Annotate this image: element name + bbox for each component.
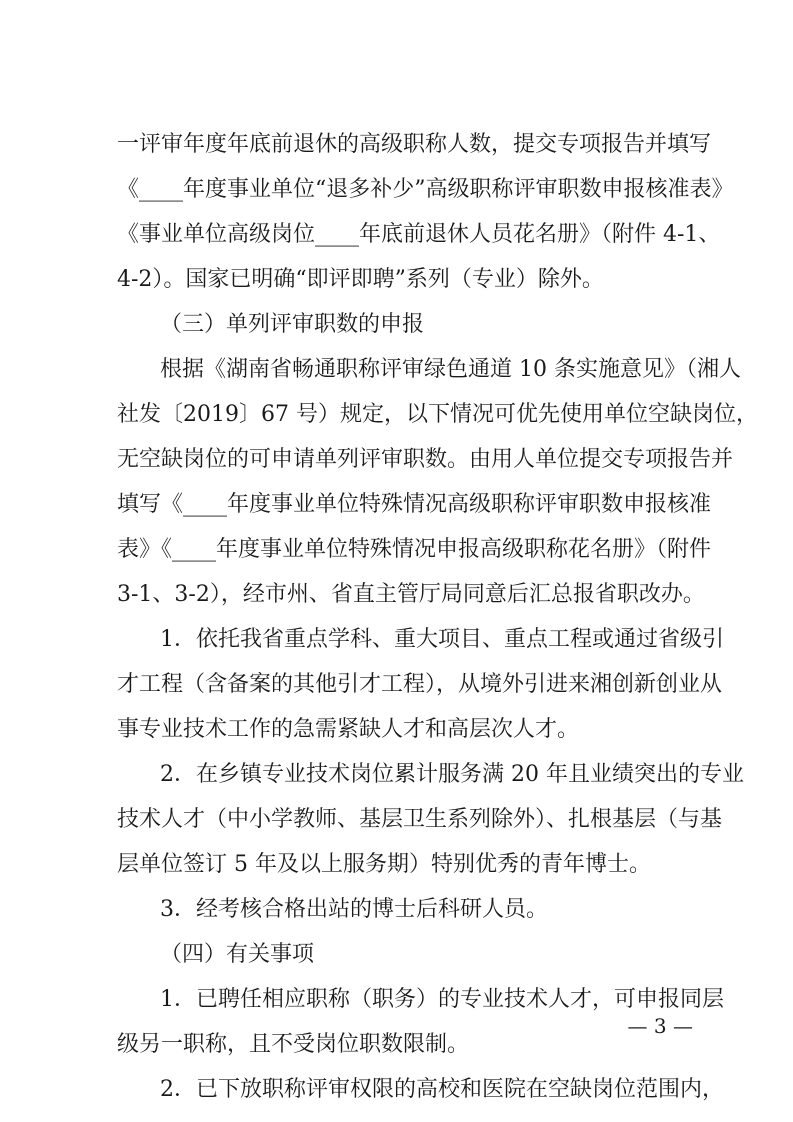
section-heading: （三）单列评审职数的申报 xyxy=(160,312,425,337)
list-item-line: 1．依托我省重点学科、重大项目、重点工程或通过省级引 xyxy=(160,627,724,652)
body-text-line: 《事业单位高级岗位____年底前退休人员花名册》（附件 4-1、 xyxy=(117,222,721,247)
list-item-line: 事专业技术工作的急需紧缺人才和高层次人才。 xyxy=(117,717,580,742)
list-item-line: 才工程（含备案的其他引才工程），从境外引进来湘创新创业从 xyxy=(117,672,723,697)
list-item-line: 2．已下放职称评审权限的高校和医院在空缺岗位范围内， xyxy=(160,1077,724,1102)
list-item-line: 3．经考核合格出站的博士后科研人员。 xyxy=(160,897,548,922)
list-item-line: 层单位签订 5 年及以上服务期）特别优秀的青年博士。 xyxy=(117,852,651,877)
list-item-line: 2．在乡镇专业技术岗位累计服务满 20 年且业绩突出的专业 xyxy=(160,762,744,787)
page-number: — 3 — xyxy=(627,1014,693,1038)
body-text-line: 《____年度事业单位“退多补少”高级职称评审职数申报核准表》 xyxy=(117,177,734,202)
list-item-line: 技术人才（中小学教师、基层卫生系列除外）、扎根基层（与基 xyxy=(117,807,723,832)
list-item-line: 1．已聘任相应职称（职务）的专业技术人才，可申报同层 xyxy=(160,987,724,1012)
body-text-line: 3-1、3-2），经市州、省直主管厅局同意后汇总报省职改办。 xyxy=(117,582,705,607)
body-text-line: 社发〔2019〕67 号）规定，以下情况可优先使用单位空缺岗位， xyxy=(117,402,758,427)
body-text-line: 表》《____年度事业单位特殊情况申报高级职称花名册》（附件 xyxy=(117,537,712,562)
body-text-line: 无空缺岗位的可申请单列评审职数。由用人单位提交专项报告并 xyxy=(117,447,734,472)
section-heading: （四）有关事项 xyxy=(160,942,315,967)
body-text-line: 填写《____年度事业单位特殊情况高级职称评审职数申报核准 xyxy=(117,492,712,517)
body-text-line: 一评审年度年底前退休的高级职称人数，提交专项报告并填写 xyxy=(117,132,712,157)
body-text-line: 根据《湖南省畅通职称评审绿色通道 10 条实施意见》（湘人 xyxy=(160,357,741,382)
list-item-line: 级另一职称，且不受岗位职数限制。 xyxy=(117,1032,470,1057)
body-text-line: 4-2）。国家已明确“即评即聘”系列（专业）除外。 xyxy=(117,267,604,292)
